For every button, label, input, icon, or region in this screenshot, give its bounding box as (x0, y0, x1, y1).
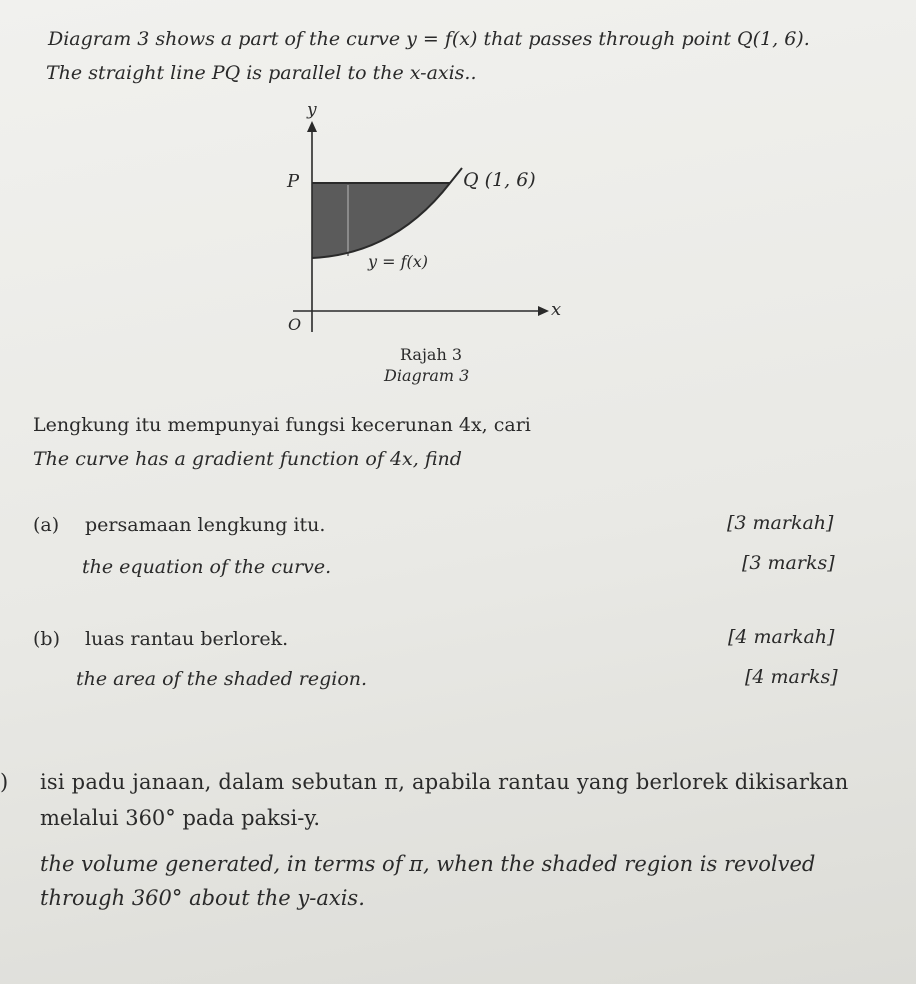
point-p-label: P (287, 171, 300, 192)
part-a-letter: (a) (33, 514, 60, 536)
y-axis-label: y (307, 100, 317, 120)
prompt-malay: Lengkung itu mempunyai fungsi kecerunan 4x, cari (33, 414, 531, 436)
x-axis-label: x (551, 299, 562, 320)
x-axis-arrow (538, 306, 549, 316)
intro-line-1: Diagram 3 shows a part of the curve y = f(x) that passes through point Q(1, 6). (48, 28, 810, 50)
y-axis-arrow (307, 121, 317, 132)
part-a-malay: persamaan lengkung itu. (85, 514, 326, 536)
part-a-english: the equation of the curve. (82, 556, 332, 578)
part-b-malay: luas rantau berlorek. (85, 628, 289, 650)
intro-line-2: The straight line PQ is parallel to the x-axis.. (46, 62, 477, 84)
part-a-marks-malay: [3 markah] (727, 512, 834, 534)
part-c-malay-line-1: isi padu janaan, dalam sebutan π, apabila rantau yang berlorek dikisarkan (40, 770, 849, 794)
part-c-letter: ) (0, 770, 9, 794)
caption-english: Diagram 3 (384, 366, 470, 385)
part-b-english: the area of the shaded region. (76, 668, 368, 690)
caption-malay: Rajah 3 (400, 345, 463, 364)
part-b-marks-malay: [4 markah] (728, 626, 835, 648)
part-c-english-line-2: through 360° about the y-axis. (40, 886, 365, 910)
part-a-marks-english: [3 marks] (742, 552, 835, 574)
diagram-3 (0, 0, 916, 400)
part-b-marks-english: [4 marks] (745, 666, 838, 688)
prompt-english: The curve has a gradient function of 4x, find (33, 448, 462, 470)
curve-label: y = f(x) (368, 252, 429, 271)
point-q-label: Q (1, 6) (463, 169, 536, 191)
shaded-region (312, 183, 450, 258)
origin-label: O (288, 315, 302, 334)
part-c-malay-line-2: melalui 360° pada paksi-y. (40, 806, 321, 830)
part-c-english-line-1: the volume generated, in terms of π, when the shaded region is revolved (40, 852, 816, 876)
part-b-letter: (b) (33, 628, 60, 650)
